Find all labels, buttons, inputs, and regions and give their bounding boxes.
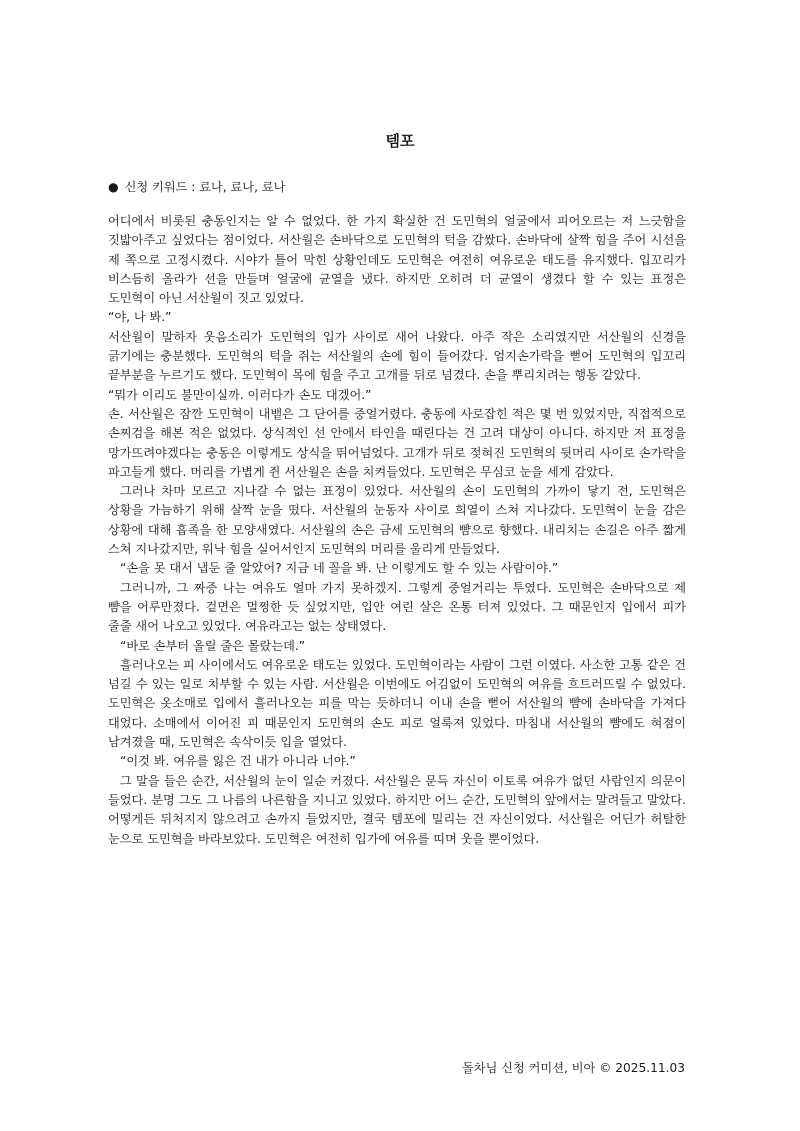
page-title: 템포 <box>385 132 415 150</box>
body-paragraph: “바로 손부터 올릴 줄은 몰랐는데.” <box>120 638 306 653</box>
body-paragraph: “뭐가 이리도 불만이실까. 이러다가 손도 대겠어.” <box>108 387 372 402</box>
body-paragraph: 그러니까, 그 짜증 나는 여유도 얼마 가지 못하겠지. 그렇게 중얼거리는 투였다. 도민혁은 손바닥으로 제 뺨을 어루만졌다. 겉면은 멀쩡한 듯 싶었지만, 입안 여린 살은 온통 터져 있었다. 그 때문인지 입에서 피가 줄줄 새어 나오고 있었다. 여유라고는 없는 상태였다. <box>108 580 686 634</box>
footer-credit: 돌차님 신청 커미션, 비아 © 2025.11.03 <box>462 1061 685 1075</box>
story-body <box>108 212 686 849</box>
body-paragraph: 손. 서산월은 잠깐 도민혁이 내뱉은 그 단어를 중얼거렸다. 충동에 사로잡힌 적은 몇 번 있었지만, 직접적으로 손찌검을 해본 적은 없었다. 상식적인 선 안에서 타인을 때린다는 건 고려 대상이 아니다. 하지만 저 표정을 망가뜨려야겠다는 충동은 이렇게도 상식을 뛰어넘었다. 고개가 뒤로 젖혀진 도민혁의 뒷머리 사이로 손가락을 파고들게 했다. 머리를 가볍게 쥔 서산월은 손을 치켜들었다. 도민혁은 무심코 눈을 세게 감았다. <box>108 406 686 479</box>
body-paragraph: 흘러나오는 피 사이에서도 여유로운 태도는 있었다. 도민혁이라는 사람이 그런 이였다. 사소한 고통 같은 건 넘길 수 있는 일로 치부할 수 있는 사람. 서산월은 이번에도 어김없이 도민혁의 여유를 흐트러뜨릴 수 없었다. 도민혁은 옷소매로 입에서 흘러나오는 피를 막는 듯하더니 이내 손을 뻗어 서산월의 뺨에 손바닥을 가져다 대었다. 소매에서 이어진 피 때문인지 도민혁의 손도 피로 얼룩져 있었다. 마침내 서산월의 뺨에도 혀점이 남겨졌을 때, 도민혁은 속삭이듯 입을 열었다. <box>108 657 686 750</box>
body-paragraph: “이것 봐. 여유를 잃은 건 내가 아니라 너야.” <box>120 754 356 769</box>
body-paragraph: “야, 나 봐.” <box>108 310 172 325</box>
keyword-line <box>108 178 285 195</box>
body-paragraph: 그 말을 들은 순간, 서산월의 눈이 일순 커졌다. 서산월은 문득 자신이 이토록 여유가 없던 사람인지 의문이 들었다. 분명 그도 그 나름의 나른함을 지니고 있었다. 하지만 어느 순간, 도민혁의 앞에서는 말려들고 말았다. 어떻게든 뒤처지지 않으려고 손까지 들었지만, 결국 템포에 밀리는 건 자신이었다. 서산월은 어딘가 허탈한 눈으로 도민혁을 바라보았다. 도민혁은 여전히 입가에 여유를 띠며 웃을 뿐이었다. <box>108 773 686 846</box>
keyword-text: 신청 키워드 : 료나, 료나, 료나 <box>124 180 286 194</box>
body-paragraph: 그러나 차마 모르고 지나갈 수 없는 표정이 있었다. 서산월의 손이 도민혁의 가까이 닿기 전, 도민혁은 상황을 가늠하기 위해 살짝 눈을 떴다. 서산월의 눈동자 사이로 희열이 스쳐 지나갔다. 도민혁이 눈을 감은 상황에 대해 흡족을 한 모양새였다. 서산월의 손은 금세 도민혁의 뺨으로 향했다. 내리치는 손길은 아주 짧게 스쳐 지나갔지만, 워낙 힘을 실어서인지 도민혁의 머리를 울리게 만들었다. <box>108 484 686 557</box>
body-paragraph: 서산월이 말하자 웃음소리가 도민혁의 입가 사이로 새어 나왔다. 아주 작은 소리였지만 서산월의 신경을 긁기에는 충분했다. 도민혁의 턱을 쥐는 서산월의 손에 힘이 들어갔다. 엄지손가락을 뻗어 도민혁의 입꼬리 끝부분을 누르기도 했다. 도민혁이 목에 힘을 주고 고개를 뒤로 넘겼다. 손을 뿌리치려는 행동 같았다. <box>108 329 686 383</box>
body-paragraph: “손을 못 대서 냅둔 줄 알았어? 지금 네 꼴을 봐. 난 이렇게도 할 수 있는 사람이야.” <box>120 561 559 576</box>
bullet-icon: ● <box>108 180 119 194</box>
body-paragraph: 어디에서 비롯된 충동인지는 알 수 없었다. 한 가지 확실한 건 도민혁의 얼굴에서 피어오르는 저 느긋함을 짓밟아주고 싶었다는 점이었다. 서산월은 손바닥으로 도민혁의 턱을 감쌌다. 손바닥에 살짝 힘을 주어 시선을 제 쪽으로 고정시켰다. 시야가 틀어 막힌 상황인데도 도민혁은 여전히 여유로운 태도를 유지했다. 입꼬리가 비스듬히 올라가 선을 만들며 얼굴에 균열을 냈다. 하지만 오히려 더 균열이 생겼다 할 수 있는 표정은 도민혁이 아닌 서산월이 짓고 있었다. <box>108 214 686 306</box>
